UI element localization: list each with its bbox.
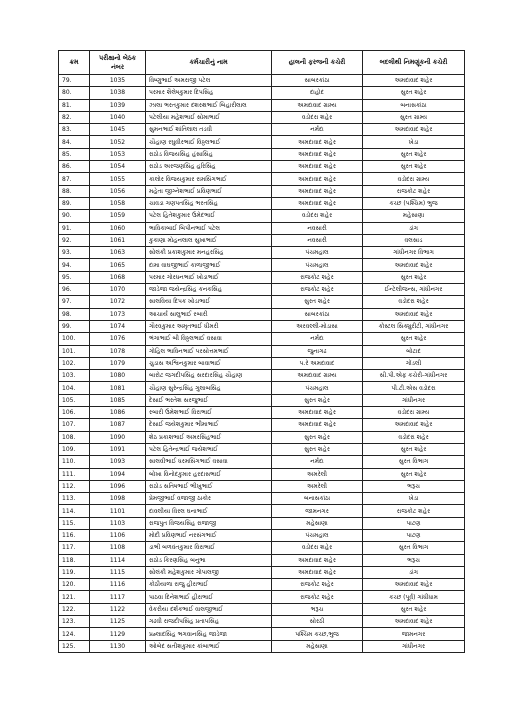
cell-current-office: અમદાવાદ શહેર: [272, 136, 363, 148]
cell-current-office: નર્મદા: [272, 333, 363, 345]
cell-sr: 104.: [59, 382, 90, 394]
cell-employee-name: પ્રહ્લાદસિંહ ભગવાનસિંહ જાડેજા: [146, 628, 272, 640]
cell-new-office: અમદાવાદ શહેર: [363, 616, 465, 628]
cell-new-office: ગાંધીનગર વિભાગ: [363, 247, 465, 259]
table-row: [59, 161, 465, 173]
table-row: [59, 284, 465, 296]
cell-current-office: જુનાગઢ: [272, 345, 363, 357]
cell-sr: 102.: [59, 357, 90, 369]
cell-seat-number: 1079: [90, 357, 146, 369]
table-row: [59, 566, 465, 578]
cell-employee-name: દેસાઈ જયેશકુમાર ભીમાભાઈ: [146, 419, 272, 431]
cell-new-office: સુરત શહેર: [363, 148, 465, 160]
cell-sr: 91.: [59, 222, 90, 234]
cell-sr: 121.: [59, 591, 90, 603]
cell-seat-number: 1093: [90, 456, 146, 468]
cell-sr: 100.: [59, 333, 90, 345]
cell-sr: 117.: [59, 542, 90, 554]
cell-employee-name: પટેલ હિતેન્દ્રભાઈ જયેશભાઈ: [146, 443, 272, 455]
cell-employee-name: ઝાલા ભરતકુમાર દશરથભાઈ બિહારીલાલ: [146, 99, 272, 111]
cell-new-office: કચ્છ (પૂર્વ) ગાંધીધામ: [363, 591, 465, 603]
table-row: [59, 640, 465, 652]
table-row: [59, 616, 465, 628]
cell-sr: 90.: [59, 210, 90, 222]
cell-seat-number: 1076: [90, 333, 146, 345]
cell-new-office: ડાંગ: [363, 566, 465, 578]
cell-sr: 89.: [59, 197, 90, 209]
transfer-table: [58, 50, 465, 653]
cell-sr: 103.: [59, 370, 90, 382]
cell-sr: 80.: [59, 87, 90, 99]
table-row: [59, 247, 465, 259]
cell-current-office: રાજકોટ શહેર: [272, 579, 363, 591]
cell-current-office: રાજકોટ શહેર: [272, 591, 363, 603]
cell-employee-name: રબારી ઉમેશભાઈ વિરાભાઈ: [146, 407, 272, 419]
cell-employee-name: મહેતા જીગ્નેશભાઈ પ્રવિણભાઈ: [146, 185, 272, 197]
cell-current-office: સાબરકાંઠા: [272, 75, 363, 87]
cell-sr: 88.: [59, 185, 90, 197]
cell-seat-number: 1091: [90, 443, 146, 455]
cell-employee-name: બારોટ જગદીપસિંહ સરદારસિંહ ચૌહાણ: [146, 370, 272, 382]
cell-seat-number: 1116: [90, 579, 146, 591]
cell-seat-number: 1058: [90, 197, 146, 209]
cell-current-office: અમદાવાદ શહેર: [272, 419, 363, 431]
cell-employee-name: પ્રેમજીભાઈ વજાજી ઠાકોર: [146, 493, 272, 505]
table-body: [59, 75, 465, 653]
cell-new-office: રાજકોટ શહેર: [363, 185, 465, 197]
header-employee-name: કર્મચારીનું નામ: [146, 51, 272, 75]
cell-current-office: દાહોદ: [272, 87, 363, 99]
cell-employee-name: ભંગાભાઈ બી વિઠ્ઠલભાઈ વસાવા: [146, 333, 272, 345]
table-row: [59, 370, 465, 382]
cell-seat-number: 1108: [90, 542, 146, 554]
cell-sr: 81.: [59, 99, 90, 111]
cell-seat-number: 1056: [90, 185, 146, 197]
table-row: [59, 210, 465, 222]
cell-new-office: બોટાદ: [363, 345, 465, 357]
cell-employee-name: શેઠ પ્રકાશભાઈ અમરસિંહભાઈ: [146, 431, 272, 443]
cell-employee-name: ગઢવી રાજદીપસિંહ પ્રતાપસિંહ: [146, 616, 272, 628]
cell-employee-name: કોઠીયાળા રાજુ હીરાભાઈ: [146, 579, 272, 591]
cell-sr: 86.: [59, 161, 90, 173]
table-row: [59, 480, 465, 492]
cell-new-office: સુરત શહેર: [363, 443, 465, 455]
cell-seat-number: 1045: [90, 124, 146, 136]
cell-new-office: સુરત શહેર: [363, 271, 465, 283]
cell-seat-number: 1130: [90, 640, 146, 652]
cell-sr: 119.: [59, 566, 90, 578]
cell-seat-number: 1098: [90, 493, 146, 505]
cell-sr: 115.: [59, 517, 90, 529]
cell-seat-number: 1074: [90, 320, 146, 332]
cell-sr: 110.: [59, 456, 90, 468]
cell-sr: 122.: [59, 603, 90, 615]
cell-new-office: વડોદરા શહેર: [363, 296, 465, 308]
cell-new-office: સુરત ગ્રામ્ય: [363, 111, 465, 123]
cell-employee-name: સાલવિયા દિપક ખોડાભાઈ: [146, 296, 272, 308]
table-row: [59, 603, 465, 615]
cell-current-office: અમરેલી: [272, 468, 363, 480]
cell-employee-name: જાડેજા જયેન્દ્રસિંહ કનકસિંહ: [146, 284, 272, 296]
cell-sr: 106.: [59, 407, 90, 419]
cell-new-office: ભરૂચ: [363, 480, 465, 492]
table-row: [59, 554, 465, 566]
cell-sr: 108.: [59, 431, 90, 443]
cell-sr: 82.: [59, 111, 90, 123]
cell-employee-name: રાઠોડ સતિષભાઈ ભીખુભાઈ: [146, 480, 272, 492]
table-row: [59, 419, 465, 431]
cell-current-office: મહેસાણા: [272, 517, 363, 529]
cell-current-office: સુરત શહેર: [272, 296, 363, 308]
cell-new-office: ડાંગ: [363, 222, 465, 234]
table-row: [59, 394, 465, 406]
cell-new-office: ઈન્ટેલીજન્સ, ગાંધીનગર: [363, 284, 465, 296]
cell-employee-name: ચાવડા ગણપતસિંહ ભરતસિંહ: [146, 197, 272, 209]
cell-seat-number: 1117: [90, 591, 146, 603]
table-row: [59, 468, 465, 480]
cell-sr: 113.: [59, 493, 90, 505]
cell-sr: 116.: [59, 529, 90, 541]
cell-employee-name: સોલંકી પ્રકાશકુમાર મનહરસિંહ: [146, 247, 272, 259]
cell-seat-number: 1059: [90, 210, 146, 222]
table-row: [59, 529, 465, 541]
cell-current-office: નર્મદા: [272, 124, 363, 136]
cell-sr: 79.: [59, 75, 90, 87]
cell-new-office: વલસાડ: [363, 234, 465, 246]
table-row: [59, 579, 465, 591]
cell-seat-number: 1038: [90, 87, 146, 99]
table-row: [59, 591, 465, 603]
cell-seat-number: 1053: [90, 148, 146, 160]
cell-employee-name: પરમાર ગોરધનભાઈ ખોડાભાઈ: [146, 271, 272, 283]
cell-new-office: વડોદરા ગ્રામ્ય: [363, 407, 465, 419]
cell-sr: 105.: [59, 394, 90, 406]
cell-sr: 114.: [59, 505, 90, 517]
cell-seat-number: 1114: [90, 554, 146, 566]
table-header: [59, 51, 465, 75]
table-row: [59, 99, 465, 111]
cell-seat-number: 1087: [90, 419, 146, 431]
table-row: [59, 357, 465, 369]
header-current-office: હાલની ફરજની કચેરી: [272, 51, 363, 75]
table-row: [59, 308, 465, 320]
cell-seat-number: 1122: [90, 603, 146, 615]
cell-new-office: અમદાવાદ શહેર: [363, 419, 465, 431]
cell-new-office: જામનગર: [363, 628, 465, 640]
table-row: [59, 296, 465, 308]
cell-seat-number: 1115: [90, 566, 146, 578]
cell-seat-number: 1094: [90, 468, 146, 480]
cell-seat-number: 1080: [90, 370, 146, 382]
cell-employee-name: રાઠોડ અરજણસિંહ હરિસિંહ: [146, 161, 272, 173]
cell-seat-number: 1129: [90, 628, 146, 640]
cell-employee-name: ડાભી બળવંતકુમાર વિરાભાઈ: [146, 542, 272, 554]
cell-sr: 101.: [59, 345, 90, 357]
cell-sr: 97.: [59, 296, 90, 308]
cell-current-office: પંચમહાલ: [272, 259, 363, 271]
table-row: [59, 136, 465, 148]
cell-sr: 125.: [59, 640, 90, 652]
cell-seat-number: 1040: [90, 111, 146, 123]
cell-current-office: અમદાવાદ શહેર: [272, 554, 363, 566]
cell-sr: 107.: [59, 419, 90, 431]
cell-sr: 111.: [59, 468, 90, 480]
cell-current-office: પ.રે અમદાવાદ: [272, 357, 363, 369]
cell-employee-name: ગોહિલ ભાવિનભાઈ પરસોત્તમભાઈ: [146, 345, 272, 357]
cell-current-office: રાજકોટ શહેર: [272, 284, 363, 296]
cell-seat-number: 1035: [90, 75, 146, 87]
cell-employee-name: વિષ્ણુભાઈ અમરાજી પટેલ: [146, 75, 272, 87]
cell-sr: 87.: [59, 173, 90, 185]
cell-new-office: અમદાવાદ શહેર: [363, 579, 465, 591]
cell-employee-name: રાજપુત વિજયસિંહ રાજાજી: [146, 517, 272, 529]
cell-current-office: અમદાવાદ શહેર: [272, 161, 363, 173]
table-row: [59, 320, 465, 332]
table-row: [59, 542, 465, 554]
cell-current-office: વડોદરા શહેર: [272, 210, 363, 222]
cell-employee-name: પાઠવા દિનેશભાઈ હીરાભાઈ: [146, 591, 272, 603]
cell-new-office: અમદાવાદ શહેર: [363, 124, 465, 136]
cell-seat-number: 1106: [90, 529, 146, 541]
cell-employee-name: કાલોર વિજયકુમાર રામસિંગભાઈ: [146, 173, 272, 185]
cell-new-office: સુરત શહેર: [363, 87, 465, 99]
cell-sr: 124.: [59, 628, 90, 640]
cell-new-office: સુરત શહેર: [363, 603, 465, 615]
cell-current-office: અમરેલી: [272, 480, 363, 492]
cell-seat-number: 1061: [90, 234, 146, 246]
cell-employee-name: દામા વાઘજીભાઈ કાળાજીભાઈ: [146, 259, 272, 271]
cell-current-office: નવસારી: [272, 234, 363, 246]
cell-current-office: પશ્ચિમ કચ્છ,ભુજ: [272, 628, 363, 640]
cell-employee-name: પટેલ હિતેશકુમાર ઉમેદભાઈ: [146, 210, 272, 222]
cell-current-office: જામનગર: [272, 505, 363, 517]
cell-new-office: રાજકોટ શહેર: [363, 505, 465, 517]
cell-new-office: વડોદરા ગ્રામ્ય: [363, 173, 465, 185]
cell-new-office: મહેસાણા: [363, 210, 465, 222]
table-row: [59, 517, 465, 529]
cell-employee-name: દાવલીયા વિરલ ઘનાભાઈ: [146, 505, 272, 517]
cell-new-office: ગાંધીનગર: [363, 394, 465, 406]
cell-new-office: ગોંડલી: [363, 357, 465, 369]
cell-employee-name: રાઠોડ કિરણસિંહ બનુભા: [146, 554, 272, 566]
cell-seat-number: 1068: [90, 271, 146, 283]
header-seat-number: પરીક્ષાનો બેઠક નંબર: [90, 51, 146, 75]
table-row: [59, 628, 465, 640]
cell-current-office: પંચમહાલ: [272, 382, 363, 394]
header-sr: ક્રમ: [59, 51, 90, 75]
table-row: [59, 197, 465, 209]
cell-current-office: અમદાવાદ શહેર: [272, 173, 363, 185]
cell-new-office: અમદાવાદ શહેર: [363, 308, 465, 320]
cell-employee-name: વેકરીયા દર્શકભાઈ વાલજીભાઈ: [146, 603, 272, 615]
cell-sr: 94.: [59, 259, 90, 271]
header-new-office: બદલીથી નિમણૂંકની કચેરી: [363, 51, 465, 75]
cell-sr: 85.: [59, 148, 90, 160]
cell-employee-name: ચૌહાણ સુરેન્દ્રસિંહ ગુલાબસિંહ: [146, 382, 272, 394]
cell-sr: 109.: [59, 443, 90, 455]
cell-employee-name: સુમનભાઈ શાંતિલાલ તડવી: [146, 124, 272, 136]
cell-sr: 93.: [59, 247, 90, 259]
cell-sr: 112.: [59, 480, 90, 492]
cell-seat-number: 1065: [90, 259, 146, 271]
cell-seat-number: 1096: [90, 480, 146, 492]
table-row: [59, 185, 465, 197]
cell-seat-number: 1070: [90, 284, 146, 296]
cell-employee-name: પરમાર શૈલેષકુમાર દિપસિંહ: [146, 87, 272, 99]
cell-current-office: અમદાવાદ શહેર: [272, 148, 363, 160]
table-row: [59, 259, 465, 271]
cell-sr: 98.: [59, 308, 90, 320]
cell-new-office: સુરત વિભાગ: [363, 542, 465, 554]
cell-seat-number: 1101: [90, 505, 146, 517]
cell-seat-number: 1055: [90, 173, 146, 185]
cell-employee-name: સાલવીભાઈ ધરમસિંગભાઈ વસાવા: [146, 456, 272, 468]
cell-sr: 84.: [59, 136, 90, 148]
cell-seat-number: 1039: [90, 99, 146, 111]
cell-current-office: સોરઠી: [272, 616, 363, 628]
cell-seat-number: 1125: [90, 616, 146, 628]
cell-new-office: પાટણ: [363, 517, 465, 529]
cell-new-office: અમદાવાદ શહેર: [363, 259, 465, 271]
cell-new-office: સુરત શહેર: [363, 161, 465, 173]
cell-employee-name: કુકાણા મોહનલાલ સુખાભાઈ: [146, 234, 272, 246]
cell-current-office: વડોદરા શહેર: [272, 542, 363, 554]
table-row: [59, 382, 465, 394]
table-row: [59, 407, 465, 419]
cell-current-office: અરવલ્લી-મોડાસા: [272, 320, 363, 332]
cell-sr: 99.: [59, 320, 90, 332]
cell-current-office: નવસારી: [272, 222, 363, 234]
cell-sr: 92.: [59, 234, 90, 246]
cell-new-office: બનાસકાંઠા: [363, 99, 465, 111]
cell-new-office: ખેડા: [363, 136, 465, 148]
cell-seat-number: 1086: [90, 407, 146, 419]
cell-employee-name: ઓબેદ સતીશકુમાર કાંબાભાઈ: [146, 640, 272, 652]
cell-new-office: ગાંધીનગર: [363, 640, 465, 652]
cell-current-office: સુરત શહેર: [272, 443, 363, 455]
table-row: [59, 443, 465, 455]
cell-new-office: અમદાવાદ શહેર: [363, 75, 465, 87]
table-row: [59, 234, 465, 246]
cell-sr: 123.: [59, 616, 90, 628]
cell-current-office: અમદાવાદ શહેર: [272, 407, 363, 419]
cell-seat-number: 1103: [90, 517, 146, 529]
cell-current-office: પંચમહાલ: [272, 247, 363, 259]
cell-new-office: કચ્છ (પશ્ચિમ) ભુજ: [363, 197, 465, 209]
cell-seat-number: 1078: [90, 345, 146, 357]
cell-current-office: ભરૂચ: [272, 603, 363, 615]
table-row: [59, 505, 465, 517]
cell-seat-number: 1090: [90, 431, 146, 443]
cell-current-office: નર્મદા: [272, 456, 363, 468]
cell-new-office: કોસ્ટલ સિક્યુરીટી, ગાંધીનગર: [363, 320, 465, 332]
cell-current-office: વડોદરા શહેર: [272, 111, 363, 123]
cell-employee-name: પટેલીયા મહેશભાઈ સોમાભાઈ: [146, 111, 272, 123]
table-row: [59, 148, 465, 160]
cell-sr: 118.: [59, 554, 90, 566]
cell-seat-number: 1073: [90, 308, 146, 320]
cell-seat-number: 1081: [90, 382, 146, 394]
cell-new-office: ખેડા: [363, 493, 465, 505]
table-row: [59, 173, 465, 185]
table-row: [59, 75, 465, 87]
cell-new-office: વડોદરા શહેર: [363, 431, 465, 443]
table-row: [59, 431, 465, 443]
cell-seat-number: 1052: [90, 136, 146, 148]
table-row: [59, 87, 465, 99]
cell-employee-name: દેસાઈ ભરતેશ સરજુભાઈ: [146, 394, 272, 406]
cell-current-office: અમદાવાદ શહેર: [272, 197, 363, 209]
table-row: [59, 222, 465, 234]
table-row: [59, 493, 465, 505]
cell-employee-name: બોખા વિનોદકુમાર હરદાસભાઈ: [146, 468, 272, 480]
cell-seat-number: 1072: [90, 296, 146, 308]
cell-new-office: સુરત વિભાગ: [363, 456, 465, 468]
cell-seat-number: 1063: [90, 247, 146, 259]
table-row: [59, 345, 465, 357]
cell-employee-name: સોલંકી મહેશકુમાર ગોપાલજી: [146, 566, 272, 578]
cell-current-office: પંચમહાલ: [272, 529, 363, 541]
cell-new-office: પાટણ: [363, 529, 465, 541]
cell-employee-name: ચૌહાણ રઘુવીરભાઈ વિઠ્ઠલભાઈ: [146, 136, 272, 148]
cell-sr: 83.: [59, 124, 90, 136]
cell-new-office: સુરત શહેર: [363, 333, 465, 345]
cell-new-office: સી.પી.એફ કચેરી-ગાંધીનગર: [363, 370, 465, 382]
cell-employee-name: ગૌરવકુમાર અમૃતભાઈ ધીમરી: [146, 320, 272, 332]
cell-current-office: અમદાવાદ શહેર: [272, 566, 363, 578]
cell-current-office: અમદાવાદ શહેર: [272, 185, 363, 197]
cell-employee-name: આચાર્ય સાલુભાઈ રબારી: [146, 308, 272, 320]
cell-seat-number: 1054: [90, 161, 146, 173]
table-row: [59, 456, 465, 468]
cell-current-office: સાબરકાંઠા: [272, 308, 363, 320]
cell-seat-number: 1085: [90, 394, 146, 406]
cell-sr: 96.: [59, 284, 90, 296]
cell-seat-number: 1060: [90, 222, 146, 234]
cell-new-office: સુરત શહેર: [363, 468, 465, 480]
table-row: [59, 271, 465, 283]
cell-current-office: સુરત શહેર: [272, 431, 363, 443]
cell-current-office: રાજકોટ શહેર: [272, 271, 363, 283]
cell-current-office: મહેસાણા: [272, 640, 363, 652]
table-row: [59, 124, 465, 136]
cell-employee-name: મોદી પ્રવિણભાઈ નરસંગભાઈ: [146, 529, 272, 541]
table-row: [59, 333, 465, 345]
cell-employee-name: ચુડાસ અશ્વિનકુમાર બાવાભાઈ: [146, 357, 272, 369]
cell-sr: 120.: [59, 579, 90, 591]
cell-current-office: અમદાવાદ ગ્રામ્ય: [272, 370, 363, 382]
cell-new-office: ભરૂચ: [363, 554, 465, 566]
table-row: [59, 111, 465, 123]
cell-current-office: અમદાવાદ ગ્રામ્ય: [272, 99, 363, 111]
cell-employee-name: રાઠોડ વિજયસિંહ હંસાસિંહ: [146, 148, 272, 160]
cell-current-office: બનાસકાંઠા: [272, 493, 363, 505]
cell-employee-name: ભાવિકાબાઈ બિપીનભાઈ પટેલ: [146, 222, 272, 234]
cell-new-office: પી.ટી.એસ વડોદરા: [363, 382, 465, 394]
cell-sr: 95.: [59, 271, 90, 283]
cell-current-office: સુરત શહેર: [272, 394, 363, 406]
